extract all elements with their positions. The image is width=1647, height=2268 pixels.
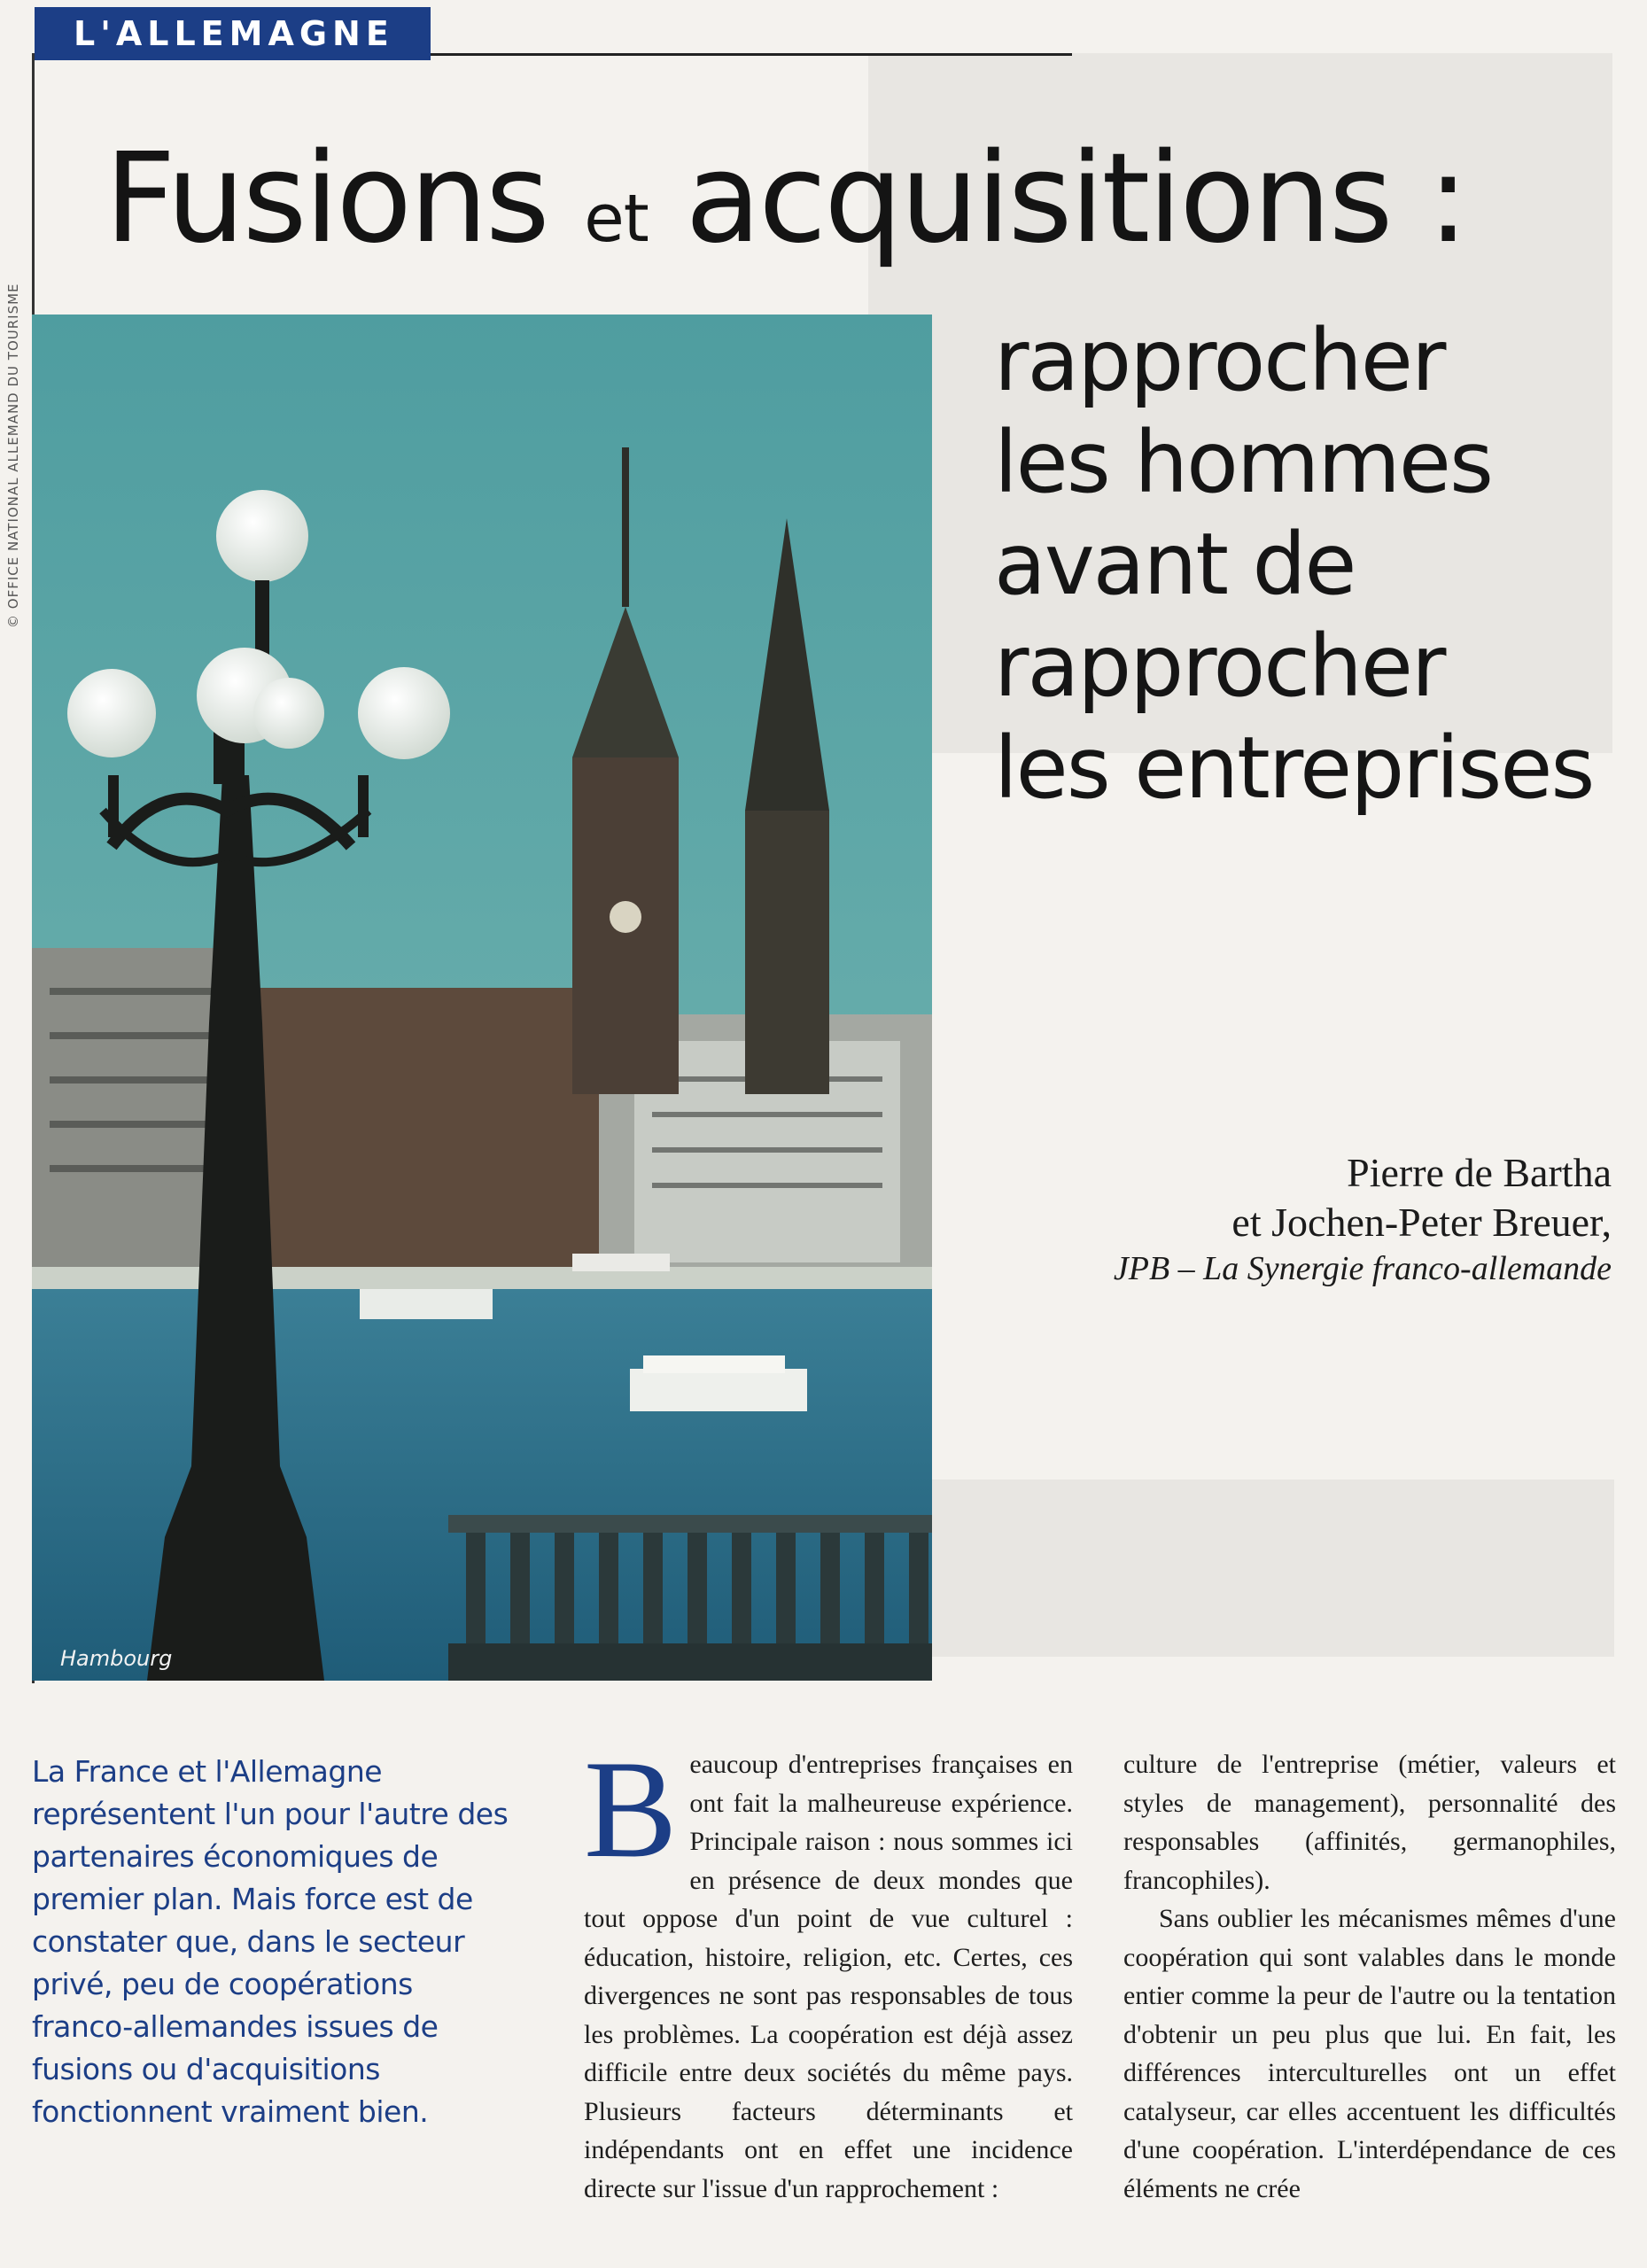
title-connector: et [584,181,649,257]
author-2: et Jochen-Peter Breuer, [1231,1200,1612,1245]
body-column-2 [1123,1745,1616,2208]
subtitle-line: les entreprises [994,718,1594,818]
tag-rule [431,53,1072,56]
subtitle-line: les hommes [994,413,1492,512]
drop-cap: B [584,1732,678,1887]
author-1: Pierre de Bartha [1347,1150,1612,1195]
subtitle-line: avant de [994,515,1356,614]
title-part-1: Fusions [105,127,548,271]
show-through-box [932,1480,1614,1657]
photo-credit: © OFFICE NATIONAL ALLEMAND DU TOURISME [5,283,21,628]
article-subtitle [994,310,1593,819]
section-tag: L'ALLEMAGNE [35,7,431,60]
byline [1114,1148,1612,1290]
body-column-1 [584,1732,1073,2208]
article-title [105,127,1467,285]
subtitle-line: rapprocher [994,617,1445,716]
hamburg-photo [32,315,932,1681]
subtitle-line: rapprocher [994,311,1445,410]
lead-paragraph: La France et l'Allemagne représentent l'un pour l'autre des partenaires économiques de premier plan. Mais force est de constater que, dans le secteur privé, peu de coopérations franco-allemandes issues de fusions ou d'acquisitions fonctionnent vraiment bien. [32,1754,509,2129]
body-paragraph: culture de l'entreprise (métier, valeurs et styles de management), personnalité des responsables (affinités, germanophiles, francophiles). [1123,1750,1616,1895]
body-paragraph: Sans oublier les mécanismes mêmes d'une coopération qui sont valables dans le monde entier comme la peur de l'autre ou la tentation d'obtenir un peu plus que lui. En fait, les différences interculturelles ont un effet catalyseur, car elles accentuent les difficultés d'une coopération. L'interdépendance de ces éléments ne crée [1123,1904,1616,2203]
title-part-2: acquisitions : [685,127,1467,271]
body-paragraph: eaucoup d'entreprises françaises en ont fait la malheureuse expérience. Principale raison : nous sommes ici en présence de deux mondes que tout oppose d'un point de vue culturel : éducation, histoire, religion, etc. Certes, ces divergences ne sont pas responsables de tous les problèmes. La coopération est déjà assez difficile entre deux sociétés du même pays. Plusieurs facteurs déterminants et indépendants ont en effet une incidence directe sur l'issue d'un rapprochement : [584,1750,1073,2203]
photo-caption: Hambourg [60,1646,173,1671]
byline-source: JPB – La Synergie franco-allemande [1113,1250,1612,1287]
